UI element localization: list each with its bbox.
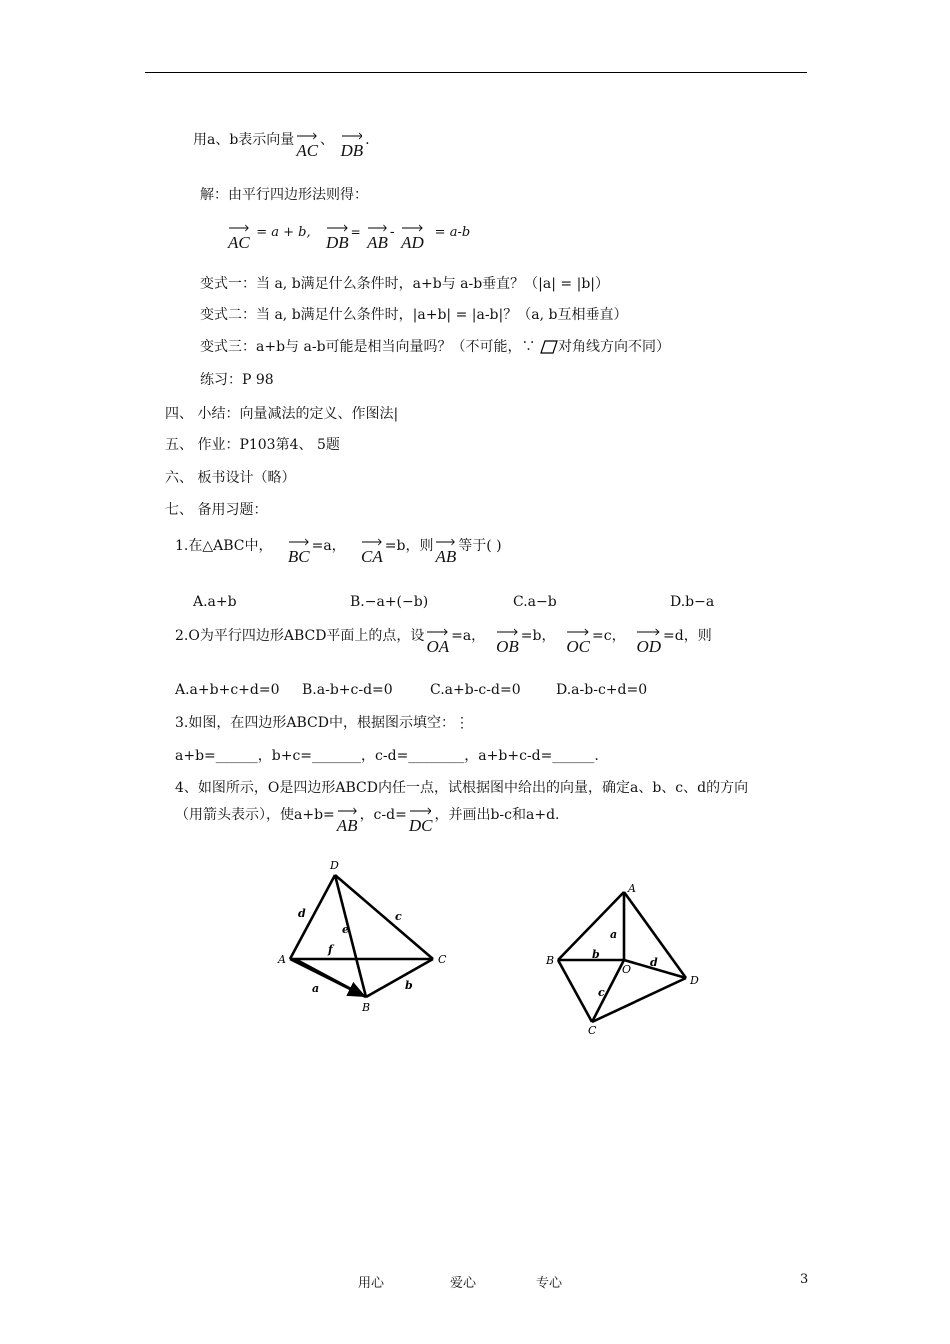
question-4-line-2: （用箭头表示），使a+b= AB，c-d= DC，并画出b-c和a+d. bbox=[175, 807, 560, 835]
figure-quadrilateral-1 bbox=[270, 855, 460, 1019]
q1-option-d: D.b−a bbox=[670, 594, 715, 610]
svg-text:d: d bbox=[650, 956, 658, 969]
svg-text:c: c bbox=[598, 986, 605, 999]
svg-text:e: e bbox=[342, 923, 349, 936]
section-6: 六、 板书设计（略） bbox=[165, 470, 296, 486]
fig1-label-d: D bbox=[330, 859, 339, 872]
footer-3: 专心 bbox=[536, 1276, 563, 1291]
footer-2: 爱心 bbox=[450, 1276, 477, 1291]
q2-option-b: B.a-b+c-d=0 bbox=[302, 682, 393, 698]
vector-db: DB bbox=[341, 131, 364, 161]
q2-option-d: D.a-b-c+d=0 bbox=[556, 682, 648, 698]
section-4: 四、 小结：向量减法的定义、作图法| bbox=[165, 406, 399, 422]
fig2-label-c: C bbox=[588, 1024, 597, 1037]
fig2-label-d: D bbox=[690, 974, 699, 987]
vector-ac: AC bbox=[296, 131, 318, 161]
svg-text:f: f bbox=[328, 943, 333, 956]
question-3-blanks: a+b=______，b+c=_______，c-d=________，a+b+c-d=______. bbox=[175, 748, 599, 764]
svg-text:c: c bbox=[395, 910, 402, 923]
svg-text:d: d bbox=[298, 907, 306, 920]
svg-text:b: b bbox=[405, 979, 413, 992]
section-7: 七、 备用习题： bbox=[165, 502, 268, 518]
solution-equation: AC = a + b, DB= AB- AD = a-b bbox=[228, 224, 471, 252]
svg-text:a: a bbox=[610, 928, 618, 941]
solution-heading: 解：由平行四边形法则得： bbox=[200, 187, 368, 203]
practice-line: 练习：P 98 bbox=[200, 372, 274, 388]
svg-text:a: a bbox=[312, 982, 320, 995]
fig2-label-o: O bbox=[622, 963, 632, 976]
page-number: 3 bbox=[800, 1272, 809, 1287]
section-5: 五、 作业：P103第4、 5题 bbox=[165, 437, 340, 453]
fig2-label-a: A bbox=[628, 882, 636, 895]
fig2-label-b: B bbox=[546, 954, 555, 967]
q1-option-b: B.−a+(−b) bbox=[350, 594, 429, 610]
question-4-line-1: 4、如图所示，O是四边形ABCD内任一点，试根据图中给出的向量，确定a、b、c、d的方向 bbox=[175, 780, 749, 796]
footer-1: 用心 bbox=[358, 1276, 385, 1291]
question-3: 3.如图，在四边形ABCD中，根据图示填空：⋮ bbox=[175, 715, 469, 731]
q1-option-a: A.a+b bbox=[193, 594, 237, 610]
question-2: 2.O为平行四边形ABCD平面上的点，设 OA=a， OB=b， OC=c， OD=d，则 bbox=[175, 628, 712, 656]
svg-text:b: b bbox=[592, 948, 600, 961]
fig1-label-c: C bbox=[438, 953, 447, 966]
variant-3: 变式三：a+b与 a-b可能是相当向量吗？（不可能，∵ 对角线方向不同） bbox=[200, 337, 670, 360]
question-1: 1.在△ABC中， BC=a， CA=b，则 AB等于( ) bbox=[175, 538, 502, 566]
fig1-label-b: B bbox=[362, 1001, 371, 1014]
parallelogram-icon bbox=[540, 340, 558, 360]
variant-1: 变式一：当 a, b满足什么条件时，a+b与 a-b垂直？（|a| = |b|） bbox=[200, 276, 609, 292]
variant-2: 变式二：当 a, b满足什么条件时，|a+b| = |a-b|？（a, b互相垂直） bbox=[200, 307, 628, 323]
header-rule bbox=[145, 72, 807, 73]
figure-quadrilateral-2 bbox=[540, 880, 710, 1044]
q2-option-a: A.a+b+c+d=0 bbox=[175, 682, 280, 698]
fig1-label-a: A bbox=[278, 953, 286, 966]
q1-option-c: C.a−b bbox=[513, 594, 557, 610]
q2-option-c: C.a+b-c-d=0 bbox=[430, 682, 521, 698]
intro-line: 用a、b表示向量 AC、 DB. bbox=[193, 132, 370, 160]
